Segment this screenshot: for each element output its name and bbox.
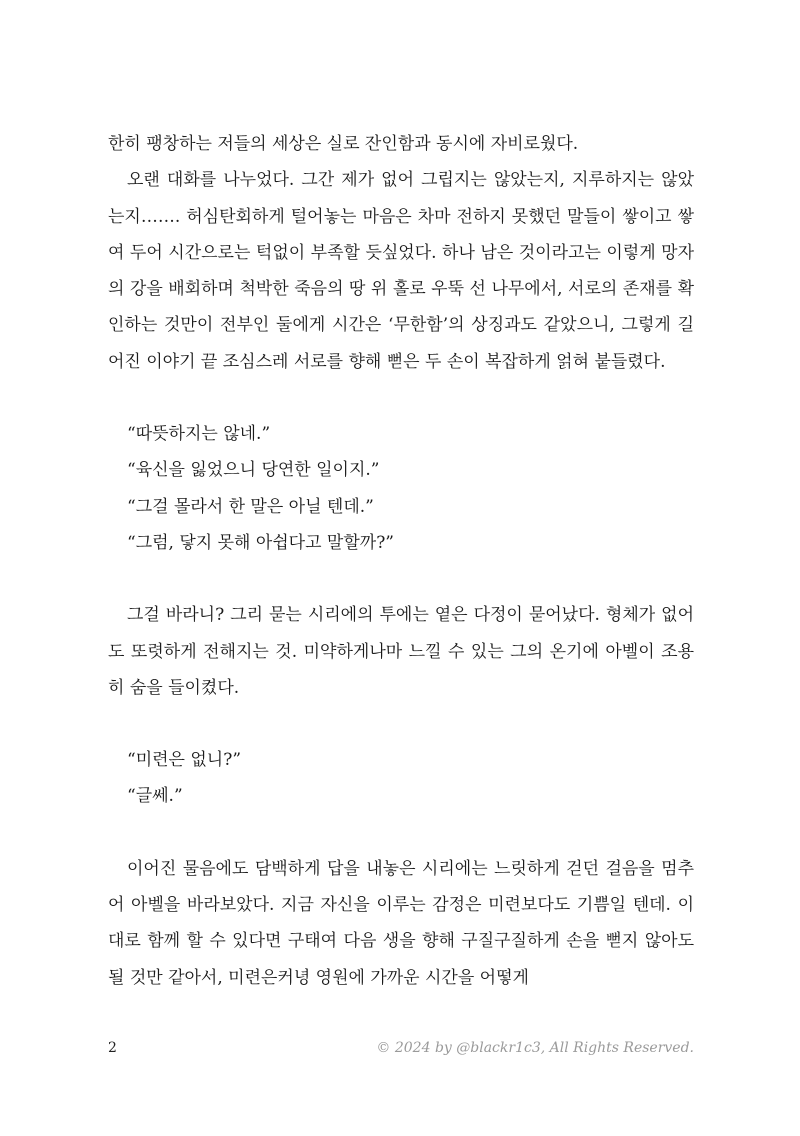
paragraph-gap (108, 706, 694, 742)
page-number: 2 (108, 1040, 117, 1056)
paragraph: 이어진 물음에도 담백하게 답을 내놓은 시리에는 느릿하게 걷던 걸음을 멈추어 아벨을 바라보았다. 지금 자신을 이루는 감정은 미련보다도 기쁨일 텐데. 이대로 함께 할 수 있다면 구태여 다음 생을 향해 구질구질하게 손을 뻗지 않아도 될 것만 같아서, 미련은커녕 영원에 가까운 시간을 어떻게 (108, 858, 694, 988)
dialogue-line: “글쎄.” (127, 786, 183, 807)
dialogue-line: “미련은 없니?” (127, 750, 242, 771)
paragraph-gap (108, 815, 694, 851)
paragraph-continued: 한히 팽창하는 저들의 세상은 실로 잔인함과 동시에 자비로웠다. (108, 134, 579, 154)
paragraph-gap (108, 380, 694, 416)
dialogue-line: “그럼, 닿지 못해 아쉽다고 말할까?” (127, 532, 395, 553)
dialogue-line: “육신을 잃었으니 당연한 일이지.” (127, 460, 380, 481)
paragraph: 오랜 대화를 나누었다. 그간 제가 없어 그립지는 않았는지, 지루하지는 않았는지……. 허심탄회하게 털어놓는 마음은 차마 전하지 못했던 말들이 쌓이고 쌓여 두어 시간으로는 턱없이 부족할 듯싶었다. 하나 남은 것이라고는 이렇게 망자의 강을 배회하며 척박한 죽음의 땅 위 홀로 우뚝 선 나무에서, 서로의 존재를 확인하는 것만이 전부인 둘에게 시간은 ‘무한함’의 상징과도 같았으니, 그렇게 길어진 이야기 끝 조심스레 서로를 향해 뻗은 두 손이 복잡하게 얽혀 붙들렸다. (108, 170, 694, 372)
paragraph-gap (108, 561, 694, 597)
dialogue-line: “따뜻하지는 않네.” (127, 424, 271, 445)
dialogue-line: “그걸 몰라서 한 말은 아닐 텐데.” (127, 496, 374, 517)
copyright-notice: © 2024 by @blackr1c3, All Rights Reserved. (376, 1040, 694, 1056)
body-text (108, 126, 694, 996)
paragraph: 그걸 바라니? 그리 묻는 시리에의 투에는 옅은 다정이 묻어났다. 형체가 없어도 또렷하게 전해지는 것. 미약하게나마 느낄 수 있는 그의 온기에 아벨이 조용히 숨을 들이켰다. (108, 605, 694, 698)
